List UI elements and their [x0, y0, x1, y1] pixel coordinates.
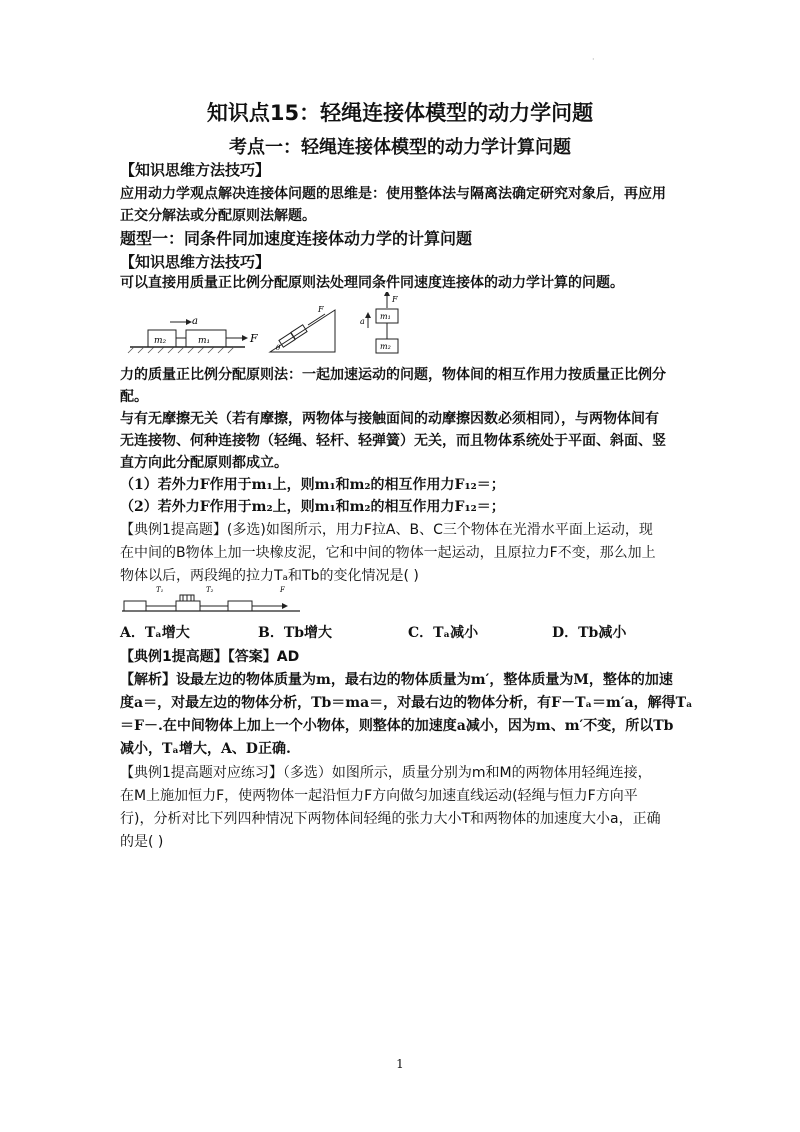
choice-d: D．Tb减小: [552, 625, 627, 641]
text-line: 在中间的B物体上加一块橡皮泥，它和中间的物体一起运动，且原拉力F不变，那么加上: [120, 545, 656, 561]
corner-mark: ·: [592, 55, 595, 64]
accel-label: a: [192, 316, 198, 327]
answer-line: 【典例1提高题】【答案】AD: [120, 649, 300, 665]
text-line: 物体以后，两段绳的拉力Tₐ和Tb的变化情况是( ): [120, 568, 419, 584]
vertical-force-label: F: [392, 295, 398, 304]
choice-c: C．Tₐ减小: [408, 625, 479, 641]
example-1-question: 【典例1提高题】(多选)如图所示，用力F拉A、B、C三个物体在光滑水平面上运动，现: [120, 522, 653, 538]
answer-choices: [120, 622, 700, 644]
force-label: F: [250, 332, 258, 345]
heading-method-2: 【知识思维方法技巧】: [120, 253, 271, 271]
section-title: 考点一：轻绳连接体模型的动力学计算问题: [229, 137, 571, 158]
text-line: 无连接物、何种连接物（轻绳、轻杆、轻弹簧）无关，而且物体系统处于平面、斜面、竖: [120, 433, 666, 449]
vertical-m1-label: m₁: [380, 312, 391, 321]
text-line: 应用动力学观点解决连接体问题的思维是：使用整体法与隔离法确定研究对象后，再应用: [120, 186, 666, 202]
text-line: （2）若外力F作用于m₂上，则m₁和m₂的相互作用力F₁₂＝；: [120, 499, 505, 515]
text-line: 直方向此分配原则都成立。: [120, 455, 288, 471]
page-number: 1: [396, 1057, 404, 1071]
m1-label: m₁: [198, 336, 211, 346]
text-line: 在M上施加恒力F，使两物体一起沿恒力F方向做匀加速直线运动(轻绳与恒力F方向平: [120, 788, 638, 804]
text-line: 行)，分析对比下列四种情况下两物体间轻绳的张力大小T和两物体的加速度大小a，正确: [120, 811, 661, 827]
text-line: （1）若外力F作用于m₁上，则m₁和m₂的相互作用力F₁₂＝；: [120, 477, 505, 493]
m2-label: m₂: [154, 336, 167, 346]
text-line: 的是( ): [120, 834, 164, 850]
text-line: 力的质量正比例分配原则法：一起加速运动的问题，物体间的相互作用力按质量正比例分: [120, 367, 666, 383]
practice-question: 【典例1提高题对应练习】（多选）如图所示，质量分别为m和M的两物体用轻绳连接，: [120, 765, 652, 781]
page-title: 知识点15：轻绳连接体模型的动力学问题: [206, 101, 594, 125]
vertical-m2-label: m₂: [380, 342, 391, 351]
connected-bodies-figure: [120, 292, 420, 362]
analysis-line: ＝F－.在中间物体上加上一个小物体，则整体的加速度a减小，因为m、m′不变，所以Tb: [120, 718, 674, 734]
choice-a: A．Tₐ增大: [120, 625, 190, 641]
tension-1-label: T₁: [156, 586, 164, 594]
incline-force-label: F: [318, 305, 324, 314]
vertical-accel-label: a: [360, 317, 365, 326]
three-blocks-figure: [120, 581, 320, 617]
text-line: 可以直接用质量正比例分配原则法处理同条件同速度连接体的动力学计算的问题。: [120, 275, 624, 291]
heading-type-1: 题型一：同条件同加速度连接体动力学的计算问题: [120, 229, 473, 248]
theta-label: θ: [276, 344, 281, 352]
pull-force-label: F: [280, 586, 285, 594]
tension-2-label: T₂: [206, 586, 214, 594]
heading-method-1: 【知识思维方法技巧】: [120, 161, 271, 179]
text-line: 配。: [120, 389, 148, 405]
analysis-line: 度a＝，对最左边的物体分析，Tb＝ma＝，对最右边的物体分析，有F－Tₐ＝m′a，解得Tₐ: [120, 695, 693, 711]
analysis-line: 【解析】设最左边的物体质量为m，最右边的物体质量为m′，整体质量为M，整体的加速: [120, 672, 673, 688]
text-line: 正交分解法或分配原则法解题。: [120, 208, 316, 224]
text-line: 与有无摩擦无关（若有摩擦，两物体与接触面间的动摩擦因数必须相同），与两物体间有: [120, 411, 659, 427]
choice-b: B．Tb增大: [258, 625, 333, 641]
analysis-line: 减小，Tₐ增大，A、D正确.: [120, 741, 291, 757]
